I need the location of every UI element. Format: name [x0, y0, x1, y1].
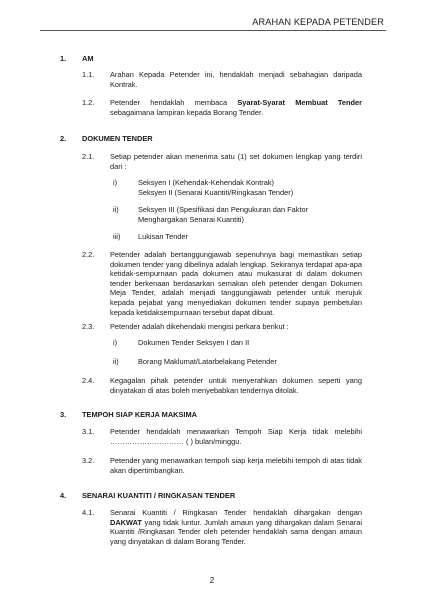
item-4-1-text-start: Senarai Kuantiti / Ringkasan Tender hendaklah dihargakan dengan	[110, 508, 362, 517]
item-1-1-text: Arahan Kepada Petender ini, hendaklah menjadi sebahagian daripada Kontrak.	[110, 70, 362, 89]
item-2-3-text: Petender adalah dikehendaki mengisi perkara berikut :	[110, 322, 289, 331]
sub-line: Seksyen II (Senarai Kuantiti/Ringkasan Tender)	[138, 187, 294, 197]
item-1-2-text-start: Petender hendaklah membaca	[110, 98, 238, 107]
item-1-1-number: 1.1.	[82, 70, 95, 79]
page-header-title: ARAHAN KEPADA PETENDER	[252, 17, 384, 27]
item-2-4-number: 2.4.	[82, 376, 95, 385]
sub-line: Lukisan Tender	[138, 232, 188, 241]
item-3-1-text: Petender hendaklah menawarkan Tempoh Siap Kerja tidak melebihi ………………………… ( ) bulan/minggu.	[110, 427, 362, 446]
item-4-1-text	[110, 508, 362, 546]
item-3-2-text: Petender yang menawarkan tempoh siap kerja melebihi tempoh di atas tidak akan dipertimbangkan.	[110, 456, 362, 475]
item-1-2-text-end: sebagaimana lampiran kepada Borang Tender.	[110, 107, 264, 117]
item-4-1-text-end: yang tidak luntur. Jumlah amaun yang dihargakan dalam Senarai Kuantiti /Ringkasan Tender oleh petender hendaklah sama dengan amaun yang dinyatakan di dalam Borang Tender.	[110, 517, 362, 546]
section-4-title: SENARAI KUANTITI / RINGKASAN TENDER	[82, 491, 236, 500]
sub-line: Seksyen I (Kehendak-Kehendak Kontrak)	[138, 178, 274, 187]
section-1-number: 1.	[60, 54, 67, 63]
item-4-1-text-bold: DAKWAT	[110, 517, 142, 527]
sub-line: Seksyen III (Spesifikasi dan Pengukuran dan Faktor	[138, 205, 309, 214]
item-2-3-sub-1-number: i)	[113, 338, 118, 347]
item-1-2-number: 1.2.	[82, 98, 95, 107]
item-4-1-number: 4.1.	[82, 508, 95, 517]
item-2-2-text: Petender adalah bertanggungjawab sepenuhnya bagi memastikan setiap dokumen tender yang dibelinya adalah lengkap. Sekiranya terdapat apa-apa ketidak-sempurnaan pada dokumen atau mukasurat di dalam dokumen tender berkenaan berdasarkan semakan oleh petender dengan Dokumen Meja Tender, adalah menjadi tanggungjawab petender untuk merujuk kepada pejabat yang menyediakan dokumen tender supaya pembetulan kepada ketidaksempurnaan tersebut dapat dibuat.	[110, 250, 362, 317]
item-2-3-sub-2-text	[138, 357, 277, 367]
item-2-1-text: Setiap petender akan menerima satu (1) set dokumen lengkap yang terdiri dari :	[110, 152, 362, 171]
item-2-2-number: 2.2.	[82, 250, 95, 259]
item-2-1-sub-3-text	[138, 232, 188, 242]
section-3-number: 3.	[60, 410, 67, 419]
item-2-1-sub-2-text	[138, 205, 308, 224]
item-2-4-text: Kegagalan pihak petender untuk menyerahkan dokumen seperti yang dinyatakan di atas boleh menyebabkan tendernya ditolak.	[110, 376, 362, 395]
item-2-3-number: 2.3.	[82, 322, 95, 331]
page-number: 2	[209, 576, 215, 585]
item-2-1-sub-3-number: iii)	[113, 232, 121, 241]
item-2-1-number: 2.1.	[82, 152, 95, 161]
item-2-1-sub-1-number: i)	[113, 178, 118, 187]
sub-line: Borang Maklumat/Latarbelakang Petender	[138, 357, 277, 366]
section-2-number: 2.	[60, 134, 67, 143]
section-4-number: 4.	[60, 491, 67, 500]
sub-line: Menghargakan Senarai Kuantiti)	[138, 214, 244, 224]
header-rule	[40, 30, 386, 31]
item-2-3-sub-1-text	[138, 338, 249, 348]
item-1-2-text-bold: Syarat-Syarat Membuat Tender	[237, 98, 362, 107]
item-2-3-sub-2-number: ii)	[113, 357, 119, 366]
item-1-2-text	[110, 98, 362, 117]
item-3-2-number: 3.2.	[82, 456, 95, 465]
sub-line: Dokumen Tender Seksyen I dan II	[138, 338, 250, 347]
item-2-1-sub-1-text	[138, 178, 293, 197]
section-3-title: TEMPOH SIAP KERJA MAKSIMA	[82, 410, 197, 419]
item-3-1-number: 3.1.	[82, 427, 95, 436]
section-1-title: AM	[82, 54, 94, 63]
item-2-1-sub-2-number: ii)	[113, 205, 119, 214]
section-2-title: DOKUMEN TENDER	[82, 134, 153, 143]
